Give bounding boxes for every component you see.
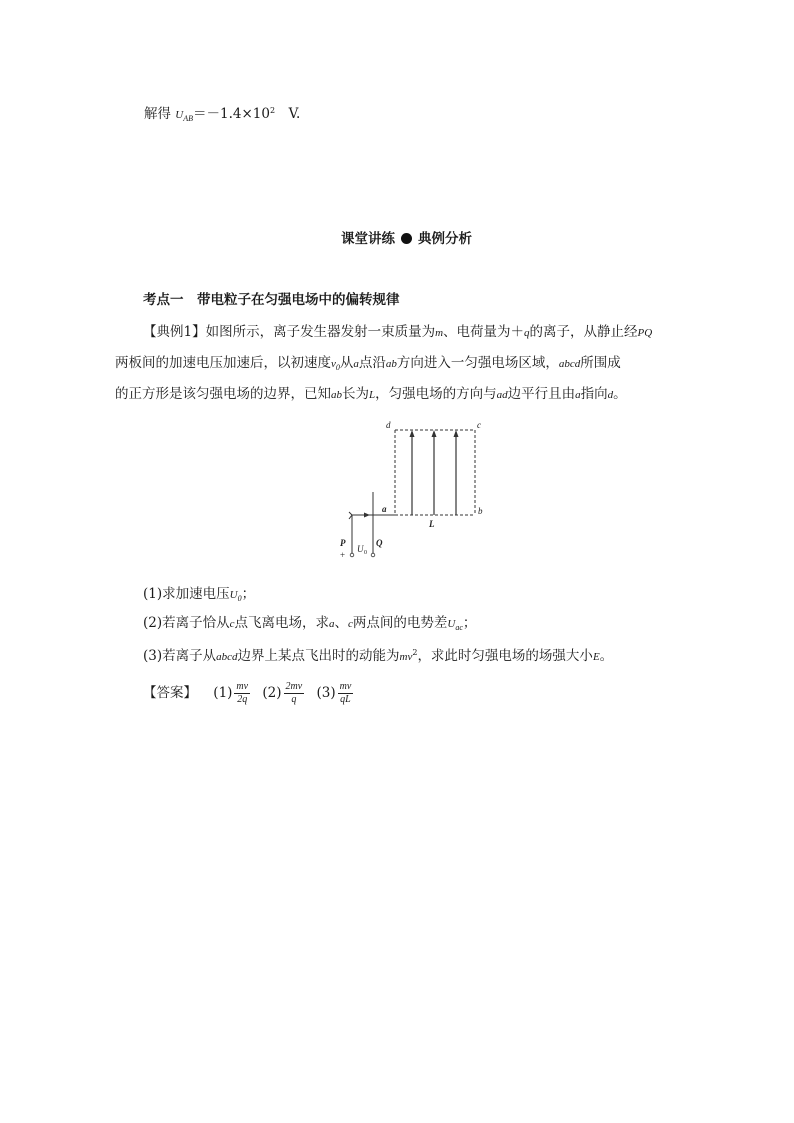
question-1 (143, 584, 255, 609)
text-run: (1)求加速电压 (143, 586, 230, 602)
var-ab: ab (331, 389, 342, 401)
terminal-p (350, 553, 354, 557)
text-run: 方向进入一匀强电场区域， (396, 355, 559, 371)
var-v-sub: 0 (335, 363, 340, 372)
text-run: (2)若离子恰从 (143, 615, 230, 631)
text-run: 点沿 (358, 355, 386, 371)
var-u: U (175, 109, 184, 121)
terminal-q (371, 553, 375, 557)
fraction-denominator: qL (340, 694, 351, 705)
var-u: U (447, 618, 456, 630)
text-run: 。 (599, 648, 614, 664)
label-a: a (382, 504, 387, 514)
text-run: 指向 (580, 386, 608, 402)
var-a: a (329, 618, 335, 630)
example-line-2 (115, 353, 621, 378)
text-run: (3)若离子从 (143, 648, 217, 664)
text-run: 的离子，从静止经 (529, 324, 638, 340)
answer-2-fraction (284, 681, 305, 706)
answer-1-fraction (234, 681, 250, 706)
var-m: m (435, 327, 444, 339)
text-run: 两点间的电势差 (352, 615, 448, 631)
answer-index: (2) (262, 685, 282, 701)
text-run: 所围成 (580, 355, 621, 371)
kaodian-title: 考点一 带电粒子在匀强电场中的偏转规律 (143, 292, 400, 308)
text-run: ； (241, 586, 256, 602)
label-q: Q (376, 538, 383, 548)
var-c: c (348, 618, 353, 630)
text-run: ； (462, 615, 477, 631)
var-u: U (229, 589, 238, 601)
label-u-sub: 0 (364, 550, 367, 556)
plate-tick (349, 512, 352, 515)
example-line-1 (143, 322, 652, 343)
label-p: P (340, 538, 346, 548)
beam-arrow-icon (364, 513, 370, 518)
var-d: d (607, 389, 614, 401)
var-ad: ad (496, 389, 508, 401)
var-q: q (524, 327, 530, 339)
section-heading-left: 课堂讲练 (341, 231, 395, 247)
answer-index: (1) (213, 685, 233, 701)
solution-unit: V. (275, 106, 301, 122)
section-heading-right: 典例分析 (418, 231, 472, 247)
var-c: c (229, 618, 235, 630)
example-line-3 (115, 384, 627, 405)
text-run: 边界上某点飞出时的动能为 (237, 648, 400, 664)
solution-line (144, 101, 300, 129)
var-a: a (575, 389, 581, 401)
var-mv: mv (399, 651, 413, 663)
var-abcd: abcd (216, 651, 238, 663)
text-run: 的正方形是该匀强电场的边界，已知 (115, 386, 331, 402)
label-c: c (477, 420, 481, 430)
answer-line (143, 681, 355, 706)
fraction-numerator: mv (339, 681, 352, 692)
var-l: L (369, 389, 376, 401)
bullet-dot-icon (401, 233, 412, 244)
text-run: ，求此时匀强电场的场强大小 (417, 648, 593, 664)
example-label: 【典例1】 (143, 324, 206, 340)
var-pq: PQ (637, 327, 653, 339)
fraction-denominator: 2q (237, 694, 248, 705)
var-abcd: abcd (558, 358, 581, 370)
text-run: 。 (613, 386, 627, 402)
text-run: 、电荷量为＋ (443, 324, 525, 340)
text-run: 、 (334, 615, 349, 631)
label-b: b (478, 506, 483, 516)
var-ab: ab (385, 358, 397, 370)
field-arrow-3-icon (454, 430, 459, 437)
var-a: a (353, 358, 359, 370)
answer-label: 【答案】 (143, 685, 197, 701)
solution-prefix: 解得 (144, 106, 176, 122)
label-u: U (357, 544, 364, 554)
var-v: v (331, 358, 336, 370)
fraction-denominator: q (291, 694, 297, 705)
solution-exponent: 2 (270, 106, 276, 115)
var-e: E (592, 651, 600, 663)
section-heading (341, 229, 472, 249)
label-d: d (386, 420, 391, 430)
electric-field-figure (330, 415, 500, 565)
answer-index: (3) (316, 685, 336, 701)
text-run: 从 (339, 355, 354, 371)
question-3 (143, 643, 613, 667)
question-2 (143, 613, 476, 638)
text-run: 长为 (342, 386, 369, 402)
solution-value: ＝－1.4×10 (193, 106, 270, 122)
answer-3-fraction (338, 681, 354, 706)
text-run: ，匀强电场的方向与 (375, 386, 497, 402)
field-arrow-1-icon (410, 430, 415, 437)
text-run: 点飞离电场，求 (234, 615, 330, 631)
field-arrow-2-icon (432, 430, 437, 437)
fraction-numerator: mv (236, 681, 249, 692)
var-sup: 2 (412, 648, 418, 657)
text-run: 如图所示，离子发生器发射一束质量为 (205, 324, 436, 340)
fraction-numerator: 2mv (285, 681, 303, 692)
text-run: 边平行且由 (507, 386, 576, 402)
label-plus: + (340, 550, 346, 560)
var-sub: ac (455, 623, 463, 632)
var-sub: AB (183, 114, 194, 123)
var-sub: 0 (237, 594, 242, 603)
label-l: L (429, 519, 435, 529)
text-run: 两板间的加速电压加速后，以初速度 (115, 355, 331, 371)
